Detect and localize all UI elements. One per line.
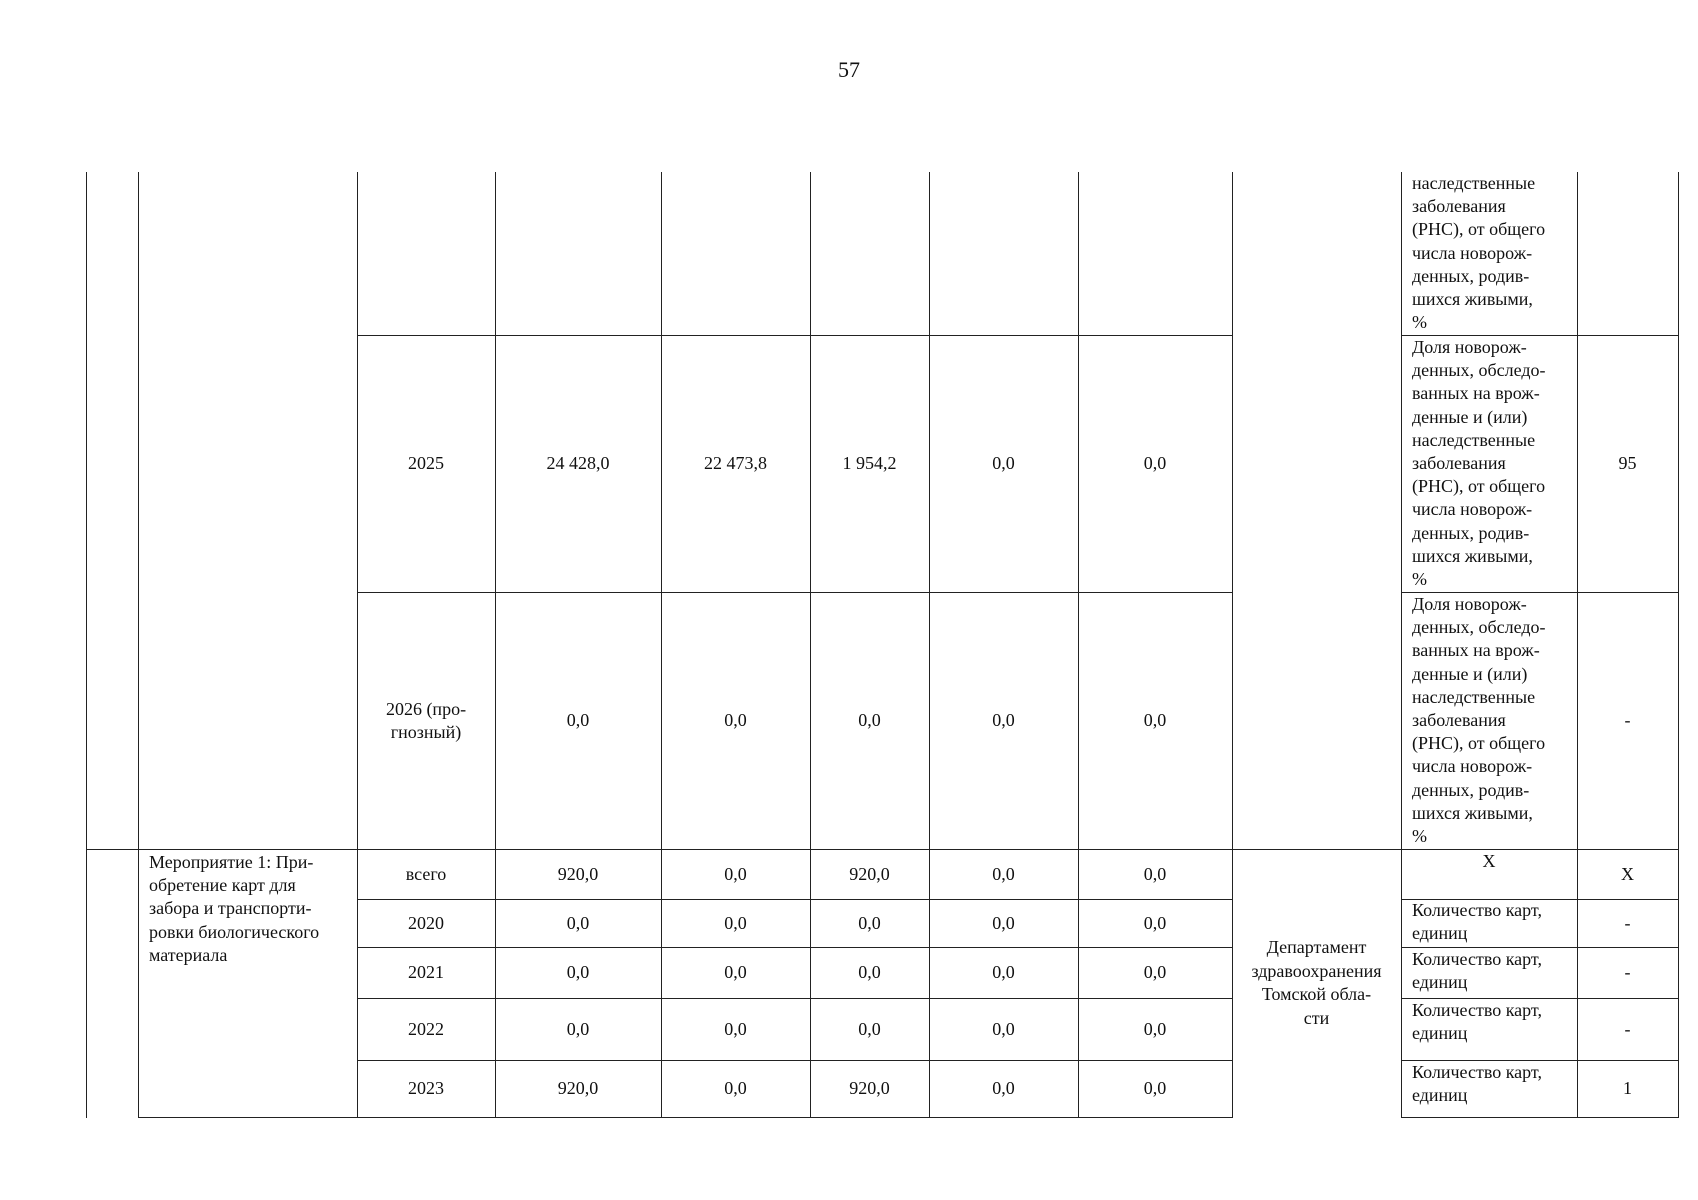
text-line: Количество карт, xyxy=(1412,949,1542,969)
text-line: % xyxy=(1412,312,1427,333)
municipal-cell: 0,0 xyxy=(992,1018,1015,1039)
other-cell: 0,0 xyxy=(1143,912,1167,933)
federal-cell: 0,0 xyxy=(724,710,747,730)
text-line: шихся живыми, xyxy=(1412,289,1533,310)
regional-cell: 1 954,2 xyxy=(842,453,897,473)
federal-cell: 0,0 xyxy=(724,1018,747,1039)
text-line: обретение карт для xyxy=(149,875,296,896)
total-cell: 0,0 xyxy=(566,710,590,730)
federal-cell: 0,0 xyxy=(724,863,747,884)
text-line: заболевания xyxy=(1412,453,1506,474)
text-line: единиц xyxy=(1412,1085,1468,1106)
text-line: (РНС), от общего xyxy=(1412,476,1546,497)
regional-cell: 0,0 xyxy=(858,912,881,933)
text-line: единиц xyxy=(1412,972,1468,993)
total-cell: 920,0 xyxy=(557,863,599,884)
year-cell: 2025 xyxy=(408,453,444,473)
text-line: шихся живыми, xyxy=(1412,802,1533,823)
table-border xyxy=(138,1117,1232,1118)
other-cell: 0,0 xyxy=(1143,962,1167,982)
text-line: наследственные xyxy=(1412,429,1536,450)
table-border xyxy=(138,172,139,1118)
other-cell: 0,0 xyxy=(1143,453,1167,473)
regional-cell: 920,0 xyxy=(849,863,890,884)
table-border xyxy=(1401,1117,1678,1118)
text-line: денные и (или) xyxy=(1412,406,1528,427)
text-line: заболевания xyxy=(1412,710,1506,731)
regional-cell: 920,0 xyxy=(849,1078,890,1098)
text-line: ванных на врож- xyxy=(1412,640,1540,661)
municipal-cell: 0,0 xyxy=(992,453,1015,473)
text-line: Количество карт, xyxy=(1412,1062,1542,1082)
municipal-cell: 0,0 xyxy=(992,912,1015,933)
municipal-cell: 0,0 xyxy=(992,962,1015,982)
text-line: заболевания xyxy=(1412,196,1506,217)
indicator-cell: Х xyxy=(1482,850,1496,871)
text-line: ровки биологического xyxy=(149,921,320,942)
regional-cell: 0,0 xyxy=(858,1018,881,1039)
other-cell: 0,0 xyxy=(1143,710,1167,730)
text-line: наследственные xyxy=(1412,173,1536,193)
indicator-text xyxy=(1412,593,1574,848)
text-line: сти xyxy=(1303,1007,1330,1028)
indicator-value-cell: 95 xyxy=(1618,453,1637,473)
municipal-cell: 0,0 xyxy=(992,710,1015,730)
indicator-text xyxy=(1412,899,1574,945)
indicator-text xyxy=(1412,336,1574,591)
text-line: наследственные xyxy=(1412,686,1536,707)
text-line: денных, обследо- xyxy=(1412,617,1546,638)
other-cell: 0,0 xyxy=(1143,1078,1167,1098)
federal-cell: 0,0 xyxy=(724,912,747,933)
indicator-text xyxy=(1412,948,1574,994)
text-line: Количество карт, xyxy=(1412,1000,1542,1020)
total-cell: 0,0 xyxy=(566,1018,590,1039)
measure-description xyxy=(149,851,354,967)
text-line: % xyxy=(1412,569,1427,590)
indicator-value-cell: - xyxy=(1624,912,1631,933)
total-cell: 0,0 xyxy=(566,912,590,933)
executor-cell xyxy=(1232,849,1401,1117)
indicator-text xyxy=(1412,1061,1574,1107)
indicator-value-cell: Х xyxy=(1621,863,1634,884)
text-line: денных, родив- xyxy=(1412,779,1530,800)
federal-cell: 22 473,8 xyxy=(704,453,767,473)
text-line: денных, родив- xyxy=(1412,265,1530,286)
table-border xyxy=(1678,172,1679,1118)
table-border xyxy=(1401,172,1402,1118)
text-line: забора и транспорти- xyxy=(149,898,312,919)
year-cell: 2020 xyxy=(408,912,444,933)
table-border xyxy=(86,172,87,1118)
text-line: Доля новорож- xyxy=(1412,594,1527,614)
year-cell xyxy=(357,592,495,849)
federal-cell: 0,0 xyxy=(724,1078,747,1098)
text-line: Доля новорож- xyxy=(1412,337,1527,357)
year-cell: всего xyxy=(405,863,447,884)
text-line: числа новорож- xyxy=(1412,242,1533,263)
text-line: ванных на врож- xyxy=(1412,383,1540,404)
text-line: Томской обла- xyxy=(1261,984,1372,1004)
text-line: (РНС), от общего xyxy=(1412,219,1546,240)
text-line: гнозный) xyxy=(390,721,462,742)
text-line: числа новорож- xyxy=(1412,499,1533,520)
text-line: шихся живыми, xyxy=(1412,545,1533,566)
other-cell: 0,0 xyxy=(1143,863,1167,884)
text-line: единиц xyxy=(1412,923,1468,944)
text-line: единиц xyxy=(1412,1023,1468,1044)
text-line: числа новорож- xyxy=(1412,756,1533,777)
total-cell: 0,0 xyxy=(566,962,590,982)
text-line: (РНС), от общего xyxy=(1412,733,1546,754)
text-line: Количество карт, xyxy=(1412,900,1542,920)
indicator-value-cell: - xyxy=(1624,1018,1631,1039)
federal-cell: 0,0 xyxy=(724,962,747,982)
other-cell: 0,0 xyxy=(1143,1018,1167,1039)
indicator-value-cell: - xyxy=(1624,710,1631,730)
total-cell: 920,0 xyxy=(557,1078,599,1098)
indicator-value-cell: 1 xyxy=(1623,1078,1632,1098)
year-cell: 2022 xyxy=(408,1018,444,1039)
text-line: Мероприятие 1: При- xyxy=(149,852,314,872)
regional-cell: 0,0 xyxy=(858,710,881,730)
year-cell: 2021 xyxy=(408,962,444,982)
page-number: 57 xyxy=(838,57,860,82)
text-line: материала xyxy=(149,944,228,965)
municipal-cell: 0,0 xyxy=(992,863,1015,884)
text-line: 2026 (про- xyxy=(385,698,467,719)
text-line: денных, родив- xyxy=(1412,522,1530,543)
text-line: здравоохранения xyxy=(1251,960,1382,981)
text-line: Департамент xyxy=(1266,937,1367,957)
text-line: денных, обследо- xyxy=(1412,360,1546,381)
year-cell: 2023 xyxy=(408,1078,444,1098)
indicator-value-cell: - xyxy=(1624,962,1631,982)
regional-cell: 0,0 xyxy=(858,962,881,982)
total-cell: 24 428,0 xyxy=(546,453,610,473)
indicator-text xyxy=(1412,172,1574,334)
text-line: % xyxy=(1412,826,1427,847)
indicator-text xyxy=(1412,999,1574,1045)
municipal-cell: 0,0 xyxy=(992,1078,1015,1098)
text-line: денные и (или) xyxy=(1412,663,1528,684)
